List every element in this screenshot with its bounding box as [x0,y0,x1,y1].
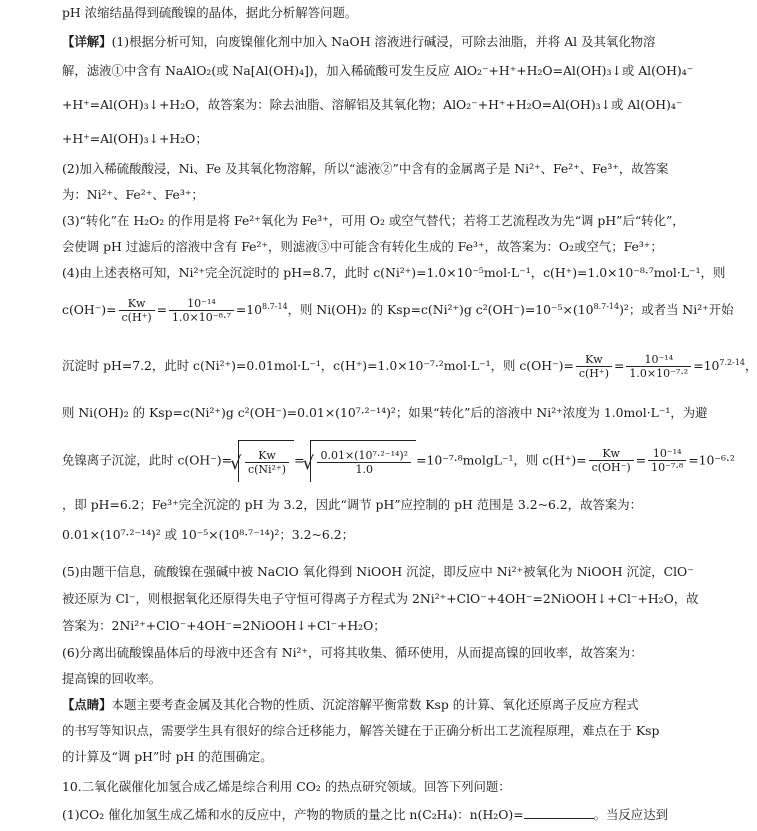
question-line [62,806,668,824]
question-line: 10.二氧化碳催化加氢合成乙烯是综合利用 CO₂ 的热点研究领域。回答下列问题： [62,779,511,794]
text-line: 解，滤液①中含有 NaAlO₂(或 Na[Al(OH)₄])，加入稀硫酸可发生反应 AlO₂⁻+H⁺+H₂O=Al(OH)₃↓或 Al(OH)₄⁻ [62,63,694,78]
numerator: 10⁻¹⁴ [648,448,686,461]
denominator: 10⁻⁷·⁸ [651,461,684,474]
text-line: ，即 pH=6.2；Fe³⁺完全沉淀的 pH 为 3.2，因此“调节 pH”应控制的 pH 范围是 3.2~6.2，故答案为： [62,497,643,512]
text-span: =10⁻⁷·⁸molgL⁻¹，则 c(H⁺)= [416,452,587,468]
text-line: (2)加入稀硫酸酸浸，Ni、Fe 及其氧化物溶解，所以“滤液②”中含有的金属离子是 Ni²⁺、Fe²⁺、Fe³⁺，故答案 [62,161,669,176]
denominator: c(H⁺) [578,366,609,380]
text-span: 免镍离子沉淀，此时 c(OH⁻)= [62,452,232,468]
formula-line [62,440,735,484]
text-span: =10 [693,358,720,373]
text-line: 被还原为 Cl⁻，则根据氧化还原得失电子守恒可得离子方程式为 2Ni²⁺+ClO⁻+4OH⁻=2NiOOH↓+Cl⁻+H₂O，故 [62,591,699,606]
text-line: +H⁺=Al(OH)₃↓+H₂O，故答案为：除去油脂、溶解铝及其氧化物；AlO₂⁻+H⁺+H₂O=Al(OH)₃↓或 Al(OH)₄⁻ [62,97,683,112]
numerator: √ Kw [245,450,289,463]
denominator: 1.0×10⁻⁷·² [629,366,689,380]
text-span: = [294,452,305,468]
text-line: 答案为：2Ni²⁺+ClO⁻+4OH⁻=2NiOOH↓+Cl⁻+H₂O； [62,618,386,633]
numerator: Kw [589,448,634,461]
numerator: Kw [576,354,612,367]
exponent: 8.7-14 [262,302,288,311]
points-heading: 【点睛】 [62,697,112,712]
text-span: (1)根据分析可知，向废镍催化剂中加入 NaOH 溶液进行碱浸，可除去油脂，并将 Al 及其氧化物溶 [111,34,656,49]
text-line: 提高镍的回收率。 [62,671,162,686]
text-line: pH 浓缩结晶得到硫酸镍的晶体，据此分析解答问题。 [62,5,358,20]
text-line: (5)由题干信息，硫酸镍在强碱中被 NaClO 氧化得到 NiOOH 沉淀，即反应中 Ni²⁺被氧化为 NiOOH 沉淀，ClO⁻ [62,564,694,579]
fraction [576,354,612,380]
text-span: ， [745,358,757,373]
text-line: 的计算及“调 pH”时 pH 的范围确定。 [62,749,273,764]
text-span: =10⁻⁶·² [688,452,735,468]
text-line [62,696,661,714]
text-span: 本题主要考查金属及其化合物的性质、沉淀溶解平衡常数 Ksp 的计算、氧化还原离子反应方程式 [111,697,639,712]
detail-heading: 【详解】 [62,34,112,49]
exponent: 7.2-14 [719,358,745,367]
text-span: ，则 Ni(OH)₂ 的 Ksp=c(Ni²⁺)g c²(OH⁻)=10⁻⁵×(10 [287,302,594,317]
answer-blank [524,807,594,819]
square-root [238,440,294,482]
numerator: √ 0.01×(10⁷·²⁻¹⁴)² [317,450,411,463]
text-span: 。当反应达到 [593,807,668,822]
text-span: (1)CO₂ 催化加氢生成乙烯和水的反应中，产物的物质的量之比 n(C₂H₄)：n(H₂O)= [62,807,524,822]
fraction [119,298,155,324]
formula-line [62,350,757,384]
fraction [589,448,634,474]
text-span: = [614,358,625,373]
formula-line [62,294,734,328]
text-span: = [156,302,168,317]
text-line: 的书写等知识点，需要学生具有很好的综合迁移能力，解答关键在于正确分析出工艺流程原理，难点在于 Ksp [62,723,660,738]
text-line: (4)由上述表格可知，Ni²⁺完全沉淀时的 pH=8.7，此时 c(Ni²⁺)=1.0×10⁻⁵mol·L⁻¹，c(H⁺)=1.0×10⁻⁸·⁷mol·L⁻¹，则 [62,265,726,280]
text-line: +H⁺=Al(OH)₃↓+H₂O； [62,131,208,146]
exponent: 8.7-14 [593,302,620,311]
text-line: 0.01×(10⁷·²⁻¹⁴)² 或 10⁻⁵×(10⁸·⁷⁻¹⁴)²；3.2~6.2； [62,527,354,542]
text-span: =10 [235,302,263,317]
fraction [317,450,411,476]
text-span: )²；或者当 Ni²⁺开始 [619,302,734,317]
denominator: c(H⁺) [121,310,152,324]
numerator: Kw [119,298,155,311]
fraction [648,448,686,474]
denominator: c(Ni²⁺) [247,462,287,476]
text-line: 会使调 pH 过滤后的溶液中含有 Fe²⁺，则滤液③中可能含有转化生成的 Fe³⁺，故答案为：O₂或空气；Fe³⁺； [62,239,663,254]
square-root [310,440,416,482]
fraction [169,298,234,324]
fraction [245,450,289,476]
denominator: c(OH⁻) [591,461,631,474]
text-span: = [635,452,647,468]
numerator: 10⁻¹⁴ [626,354,691,367]
text-line: 为：Ni²⁺、Fe²⁺、Fe³⁺； [62,187,204,202]
text-line: (6)分离出硫酸镍晶体后的母液中还含有 Ni²⁺，可将其收集、循环使用，从而提高镍的回收率，故答案为： [62,645,643,660]
text-span: c(OH⁻)= [62,302,117,317]
denominator: 1.0 [355,462,374,476]
text-line [62,33,661,51]
text-line: (3)“转化”在 H₂O₂ 的作用是将 Fe²⁺氧化为 Fe³⁺，可用 O₂ 或空气替代；若将工艺流程改为先“调 pH”后“转化”， [62,213,685,228]
fraction [626,354,691,380]
numerator: 10⁻¹⁴ [169,298,234,311]
text-span: 沉淀时 pH=7.2，此时 c(Ni²⁺)=0.01mol·L⁻¹，c(H⁺)=1.0×10⁻⁷·²mol·L⁻¹，则 c(OH⁻)= [62,358,574,373]
text-line: 则 Ni(OH)₂ 的 Ksp=c(Ni²⁺)g c²(OH⁻)=0.01×(10⁷·²⁻¹⁴)²；如果“转化”后的溶液中 Ni²⁺浓度为 1.0mol·L⁻¹，为避 [62,405,708,420]
denominator: 1.0×10⁻⁸·⁷ [172,310,231,324]
